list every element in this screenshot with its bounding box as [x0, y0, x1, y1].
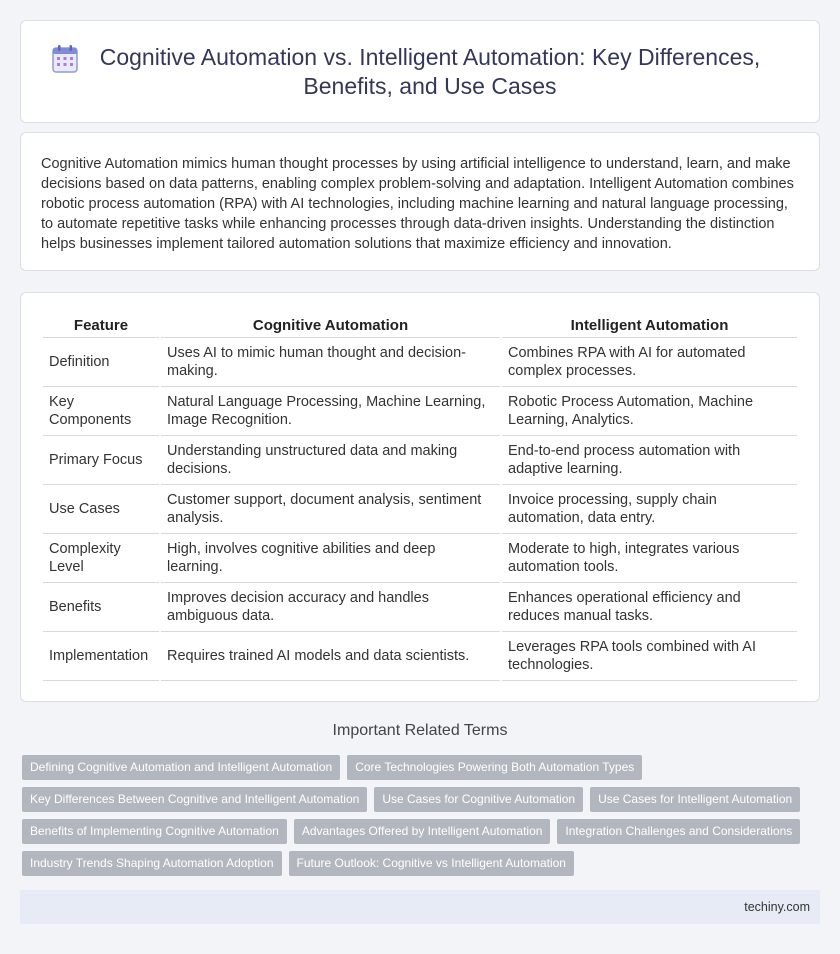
- row-feature: Key Components: [43, 387, 159, 436]
- related-term-tag[interactable]: Defining Cognitive Automation and Intelligent Automation: [22, 755, 340, 780]
- footer-site-link[interactable]: techiny.com: [744, 900, 810, 914]
- table-row: [43, 338, 797, 387]
- table-row: [43, 436, 797, 485]
- footer: [20, 890, 820, 924]
- header-card: [20, 20, 820, 123]
- table-row: [43, 485, 797, 534]
- table-row: [43, 583, 797, 632]
- related-terms-heading: Important Related Terms: [332, 722, 508, 739]
- related-term-tag[interactable]: Future Outlook: Cognitive vs Intelligent Automation: [289, 851, 574, 876]
- related-term-tag[interactable]: Benefits of Implementing Cognitive Automation: [22, 819, 287, 844]
- related-term-tag[interactable]: Key Differences Between Cognitive and Intelligent Automation: [22, 787, 367, 812]
- table-row: [43, 387, 797, 436]
- row-feature: Primary Focus: [43, 436, 159, 485]
- row-intelligent: Enhances operational efficiency and reduces manual tasks.: [502, 583, 797, 632]
- row-intelligent: Invoice processing, supply chain automation, data entry.: [502, 485, 797, 534]
- table-row: [43, 632, 797, 681]
- related-term-tag[interactable]: Use Cases for Intelligent Automation: [590, 787, 800, 812]
- header-cognitive: Cognitive Automation: [161, 314, 500, 338]
- related-term-tag[interactable]: Use Cases for Cognitive Automation: [374, 787, 583, 812]
- row-cognitive: Natural Language Processing, Machine Learning, Image Recognition.: [161, 387, 500, 436]
- related-term-tag[interactable]: Integration Challenges and Considerations: [557, 819, 800, 844]
- comparison-table: [41, 314, 799, 681]
- table-header-row: [43, 314, 797, 338]
- row-feature: Implementation: [43, 632, 159, 681]
- row-feature: Complexity Level: [43, 534, 159, 583]
- row-cognitive: Uses AI to mimic human thought and decision-making.: [161, 338, 500, 387]
- page-title: [61, 43, 799, 101]
- row-cognitive: Requires trained AI models and data scientists.: [161, 632, 500, 681]
- row-cognitive: High, involves cognitive abilities and deep learning.: [161, 534, 500, 583]
- row-feature: Use Cases: [43, 485, 159, 534]
- row-feature: Definition: [43, 338, 159, 387]
- related-terms-list: [22, 755, 822, 883]
- row-feature: Benefits: [43, 583, 159, 632]
- row-intelligent: Moderate to high, integrates various automation tools.: [502, 534, 797, 583]
- header-intelligent: Intelligent Automation: [502, 314, 797, 338]
- row-cognitive: Customer support, document analysis, sentiment analysis.: [161, 485, 500, 534]
- intro-paragraph: Cognitive Automation mimics human thought processes by using artificial intelligence to understand, learn, and make decisions based on data patterns, enabling complex problem-solving and adaptation. Intelligent Automation combines robotic process automation (RPA) with AI technologies, including machine learning and natural language processing, to automate repetitive tasks while enhancing processes through data-driven insights. Understanding the distinction helps businesses implement tailored automation solutions that maximize efficiency and innovation.: [41, 156, 794, 252]
- intro-card: [20, 132, 820, 271]
- row-intelligent: Robotic Process Automation, Machine Learning, Analytics.: [502, 387, 797, 436]
- table-row: [43, 534, 797, 583]
- row-cognitive: Improves decision accuracy and handles ambiguous data.: [161, 583, 500, 632]
- title-line-1: Cognitive Automation vs. Intelligent Automation: Key Differences,: [99, 44, 761, 70]
- header-feature: Feature: [43, 314, 159, 338]
- related-term-tag[interactable]: Core Technologies Powering Both Automation Types: [347, 755, 642, 780]
- row-intelligent: Leverages RPA tools combined with AI technologies.: [502, 632, 797, 681]
- comparison-card: [20, 292, 820, 702]
- row-intelligent: End-to-end process automation with adaptive learning.: [502, 436, 797, 485]
- related-term-tag[interactable]: Advantages Offered by Intelligent Automation: [294, 819, 551, 844]
- related-term-tag[interactable]: Industry Trends Shaping Automation Adoption: [22, 851, 282, 876]
- row-intelligent: Combines RPA with AI for automated complex processes.: [502, 338, 797, 387]
- row-cognitive: Understanding unstructured data and making decisions.: [161, 436, 500, 485]
- title-line-2: Benefits, and Use Cases: [303, 73, 557, 99]
